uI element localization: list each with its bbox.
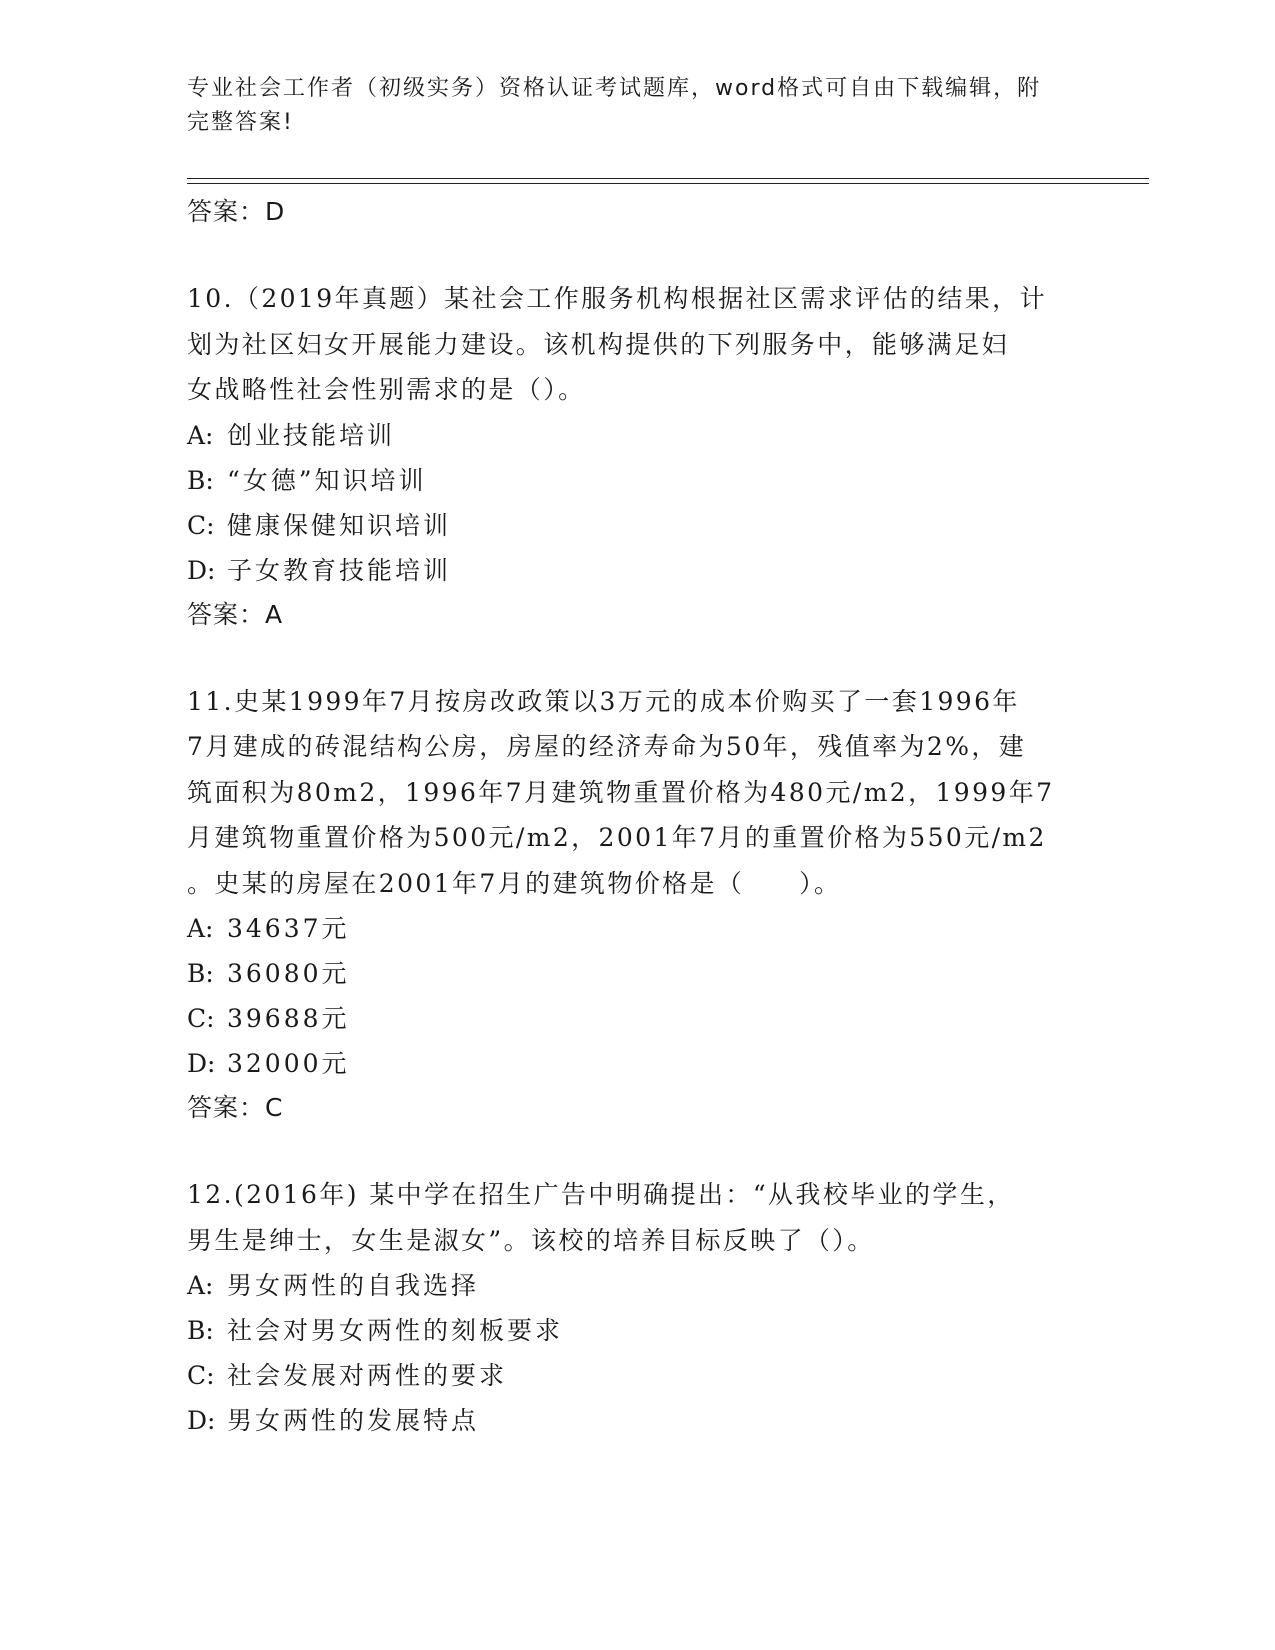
- q10-option-c: [187, 503, 1087, 548]
- question-line: 月建筑物重置价格为500元/m2，2001年7月的重置价格为550元/m2: [187, 823, 1047, 852]
- question-line: 12.(2016年) 某中学在招生广告中明确提出：“从我校毕业的学生，: [187, 1180, 1015, 1209]
- option-key: D:: [187, 1049, 216, 1078]
- question-line: 。史某的房屋在2001年7月的建筑物价格是（ ）。: [187, 868, 842, 898]
- header-line-1: 专业社会工作者（初级实务）资格认证考试题库，word格式可自由下载编辑，附: [187, 76, 1042, 101]
- q12-option-b: [187, 1308, 1087, 1353]
- option-text: 社会对男女两性的刻板要求: [227, 1316, 564, 1345]
- option-text: 34637元: [227, 914, 350, 943]
- header-divider-top: [187, 178, 1149, 179]
- q11-option-d: [187, 1041, 1087, 1086]
- option-key: A:: [187, 914, 214, 943]
- answer-q10: 答案：A: [187, 599, 284, 629]
- question-line: 筑面积为80m2，1996年7月建筑物重置价格为480元/m2，1999年7: [187, 777, 1055, 807]
- question-line: 11.史某1999年7月按房改政策以3万元的成本价购买了一套1996年: [187, 686, 1020, 716]
- header-line-2: 完整答案!: [187, 110, 294, 135]
- option-key: A:: [187, 1271, 214, 1300]
- question-line: 男生是绅士，女生是淑女”。该校的培养目标反映了（）。: [187, 1225, 875, 1255]
- question-11-stem: [187, 679, 1087, 907]
- option-text: 子女教育技能培训: [227, 555, 452, 585]
- question-10: [187, 276, 1087, 637]
- option-key: A:: [187, 420, 214, 450]
- option-text: 创业技能培训: [227, 420, 396, 450]
- question-line: 划为社区妇女开展能力建设。该机构提供的下列服务中，能够满足妇: [187, 329, 1010, 359]
- option-text: 男女两性的自我选择: [227, 1271, 480, 1300]
- header-divider-bottom: [187, 183, 1149, 184]
- q12-option-c: [187, 1353, 1087, 1398]
- spacer: [187, 1130, 1087, 1172]
- q11-option-a: [187, 906, 1087, 951]
- question-11: [187, 679, 1087, 1131]
- option-text: “女德”知识培训: [227, 465, 427, 495]
- question-12-stem: [187, 1172, 1087, 1263]
- option-text: 男女两性的发展特点: [227, 1406, 480, 1435]
- q11-option-c: [187, 996, 1087, 1041]
- spacer: [187, 234, 1087, 276]
- option-text: 36080元: [227, 959, 350, 988]
- option-key: C:: [187, 510, 215, 540]
- option-text: 32000元: [227, 1049, 350, 1078]
- question-line: 7月建成的砖混结构公房，房屋的经济寿命为50年，残值率为2%，建: [187, 732, 1027, 761]
- question-line: 10.（2019年真题）某社会工作服务机构根据社区需求评估的结果，计: [187, 284, 1047, 313]
- spacer: [187, 637, 1087, 679]
- q10-option-d: [187, 548, 1087, 593]
- question-12: [187, 1172, 1087, 1443]
- q11-option-b: [187, 951, 1087, 996]
- option-key: C:: [187, 1361, 215, 1390]
- option-key: C:: [187, 1004, 215, 1033]
- option-text: 健康保健知识培训: [227, 510, 452, 540]
- option-key: D:: [187, 1406, 216, 1435]
- q10-option-a: [187, 413, 1087, 458]
- q12-option-a: [187, 1263, 1087, 1308]
- q10-option-b: [187, 458, 1087, 503]
- page-header: [187, 72, 1067, 140]
- question-line: 女战略性社会性别需求的是（）。: [187, 375, 586, 404]
- question-10-stem: [187, 276, 1087, 413]
- option-key: B:: [187, 1316, 214, 1345]
- option-text: 39688元: [227, 1004, 350, 1033]
- answer-q9: 答案：D: [187, 197, 286, 226]
- document-body: [187, 190, 1087, 1443]
- answer-q11: 答案：C: [187, 1093, 284, 1122]
- option-text: 社会发展对两性的要求: [227, 1361, 508, 1390]
- q12-option-d: [187, 1398, 1087, 1443]
- option-key: B:: [187, 465, 214, 495]
- option-key: D:: [187, 555, 216, 585]
- option-key: B:: [187, 959, 214, 988]
